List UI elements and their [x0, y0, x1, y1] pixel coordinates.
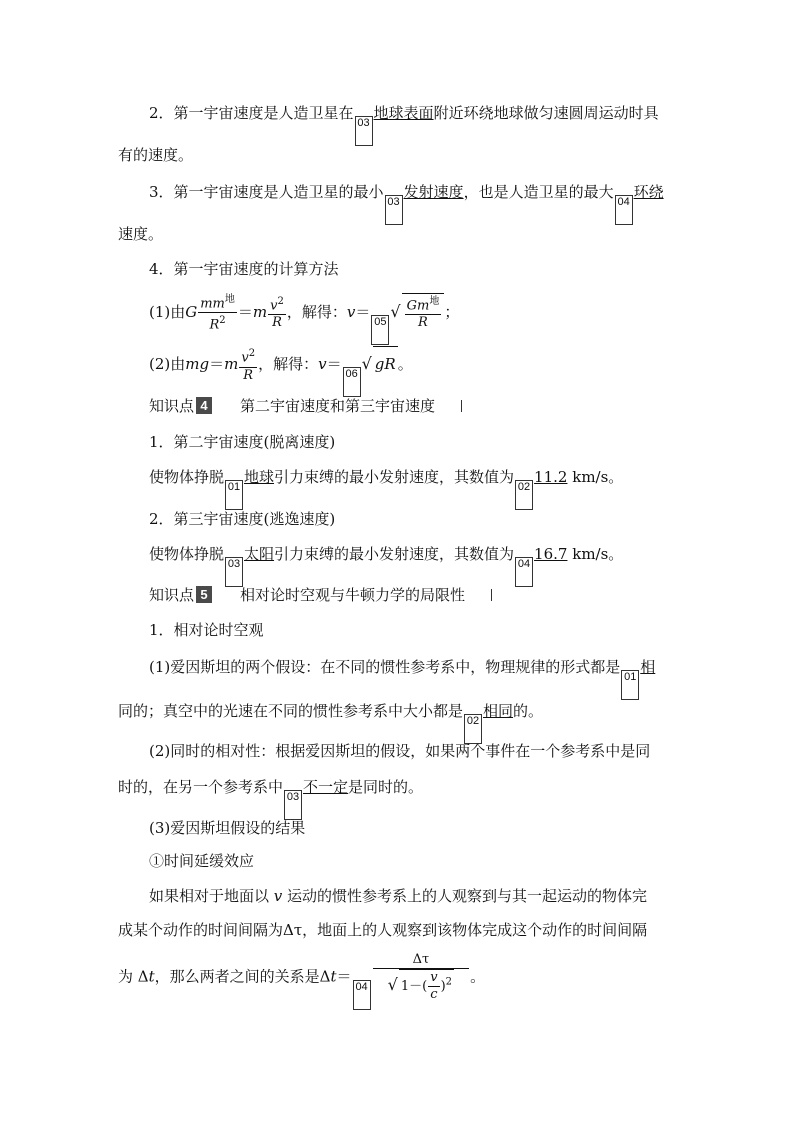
k5-para-e3: 为 Δt，那么两者之间的关系是Δt＝04 Δτ √ 1－( $\frac{v}{c}$ )$^2$ 。 — [118, 952, 485, 1010]
answer: 发射速度 — [403, 183, 464, 201]
answer: 相 — [640, 658, 656, 676]
answer-box: 01 — [621, 670, 639, 700]
answer-box: 04 — [353, 980, 371, 1010]
answer: 地球表面 — [373, 104, 434, 122]
answer: 11.2 — [534, 468, 568, 486]
k5-para-b-cont: 时的，在另一个参考系中03不一定是同时的。 — [118, 777, 423, 820]
point-number-badge: 4 — [196, 397, 212, 414]
answer: 16.7 — [534, 545, 568, 563]
para-2: 2．第一宇宙速度是人造卫星在03地球表面附近环绕地球做匀速圆周运动时具 — [149, 103, 659, 146]
answer-box: 03 — [225, 557, 243, 587]
k5-para-d: ①时间延缓效应 — [149, 852, 255, 870]
k5-para-b: (2)同时的相对性：根据爱因斯坦的假设，如果两个事件在一个参考系中是同 — [149, 742, 651, 760]
answer-box: 03 — [284, 790, 302, 820]
answer-box: 02 — [515, 480, 533, 510]
point-number-badge: 5 — [196, 586, 212, 603]
answer: 太阳 — [244, 545, 275, 563]
k4-item2: 使物体挣脱03太阳引力束缚的最小发射速度，其数值为0416.7 km/s。 — [149, 544, 623, 587]
answer: 相同 — [483, 702, 514, 720]
answer-box: 03 — [355, 116, 373, 146]
answer-box: 02 — [464, 714, 482, 744]
para-3: 3．第一宇宙速度是人造卫星的最小03发射速度，也是人造卫星的最大04环绕 — [149, 182, 664, 225]
k5-para-c: (3)爱因斯坦假设的结果 — [149, 819, 306, 837]
answer-box: 04 — [515, 557, 533, 587]
answer-box: 01 — [225, 480, 243, 510]
k5-para-a-cont: 同的；真空中的光速在不同的惯性参考系中大小都是02相同的。 — [118, 701, 543, 744]
k4-item1: 使物体挣脱01地球引力束缚的最小发射速度，其数值为0211.2 km/s。 — [149, 467, 623, 510]
answer-box: 05 — [371, 315, 389, 345]
k4-item2-title: 2．第三宇宙速度(逃逸速度) — [149, 510, 336, 528]
answer: 地球 — [244, 468, 275, 486]
knowledge-point-4: 知识点 4 第二宇宙速度和第三宇宙速度 — [149, 396, 462, 416]
answer: 不一定 — [303, 778, 349, 796]
k5-para-a: (1)爱因斯坦的两个假设：在不同的惯性参考系中，物理规律的形式都是01相 — [149, 657, 655, 700]
time-dilation-formula: Δτ √ 1－( $\frac{v}{c}$ )$^2$ — [373, 952, 470, 1003]
para-2-cont: 有的速度。 — [118, 146, 194, 164]
text-cursor-mark — [491, 589, 492, 601]
answer-box: 03 — [385, 195, 403, 225]
k5-para-e1: 如果相对于地面以 v 运动的惯性参考系上的人观察到与其一起运动的物体完 — [149, 887, 648, 905]
formula-2: (2)由mg＝m $\frac{v^2}{R}$ ，解得：v＝06√ gR 。 — [149, 346, 413, 397]
text-cursor-mark — [461, 400, 462, 412]
formula-1: (1)由G $\frac{mm^地}{R^2}$ ＝m $\frac{v^2}{R}$ ，解得：v＝05√ $\frac{Gm^地}{R}$ ； — [149, 292, 459, 345]
answer: 环绕 — [633, 183, 664, 201]
answer-box: 04 — [615, 195, 633, 225]
k5-item1-title: 1．相对论时空观 — [149, 621, 264, 639]
k4-item1-title: 1．第二宇宙速度(脱离速度) — [149, 433, 336, 451]
para-3-cont: 速度。 — [118, 225, 164, 243]
k5-para-e2: 成某个动作的时间间隔为Δτ，地面上的人观察到该物体完成这个动作的时间间隔 — [118, 921, 648, 939]
answer-box: 06 — [343, 367, 361, 397]
para-4-title: 4．第一宇宙速度的计算方法 — [149, 260, 339, 278]
knowledge-point-5: 知识点 5 相对论时空观与牛顿力学的局限性 — [149, 585, 492, 605]
